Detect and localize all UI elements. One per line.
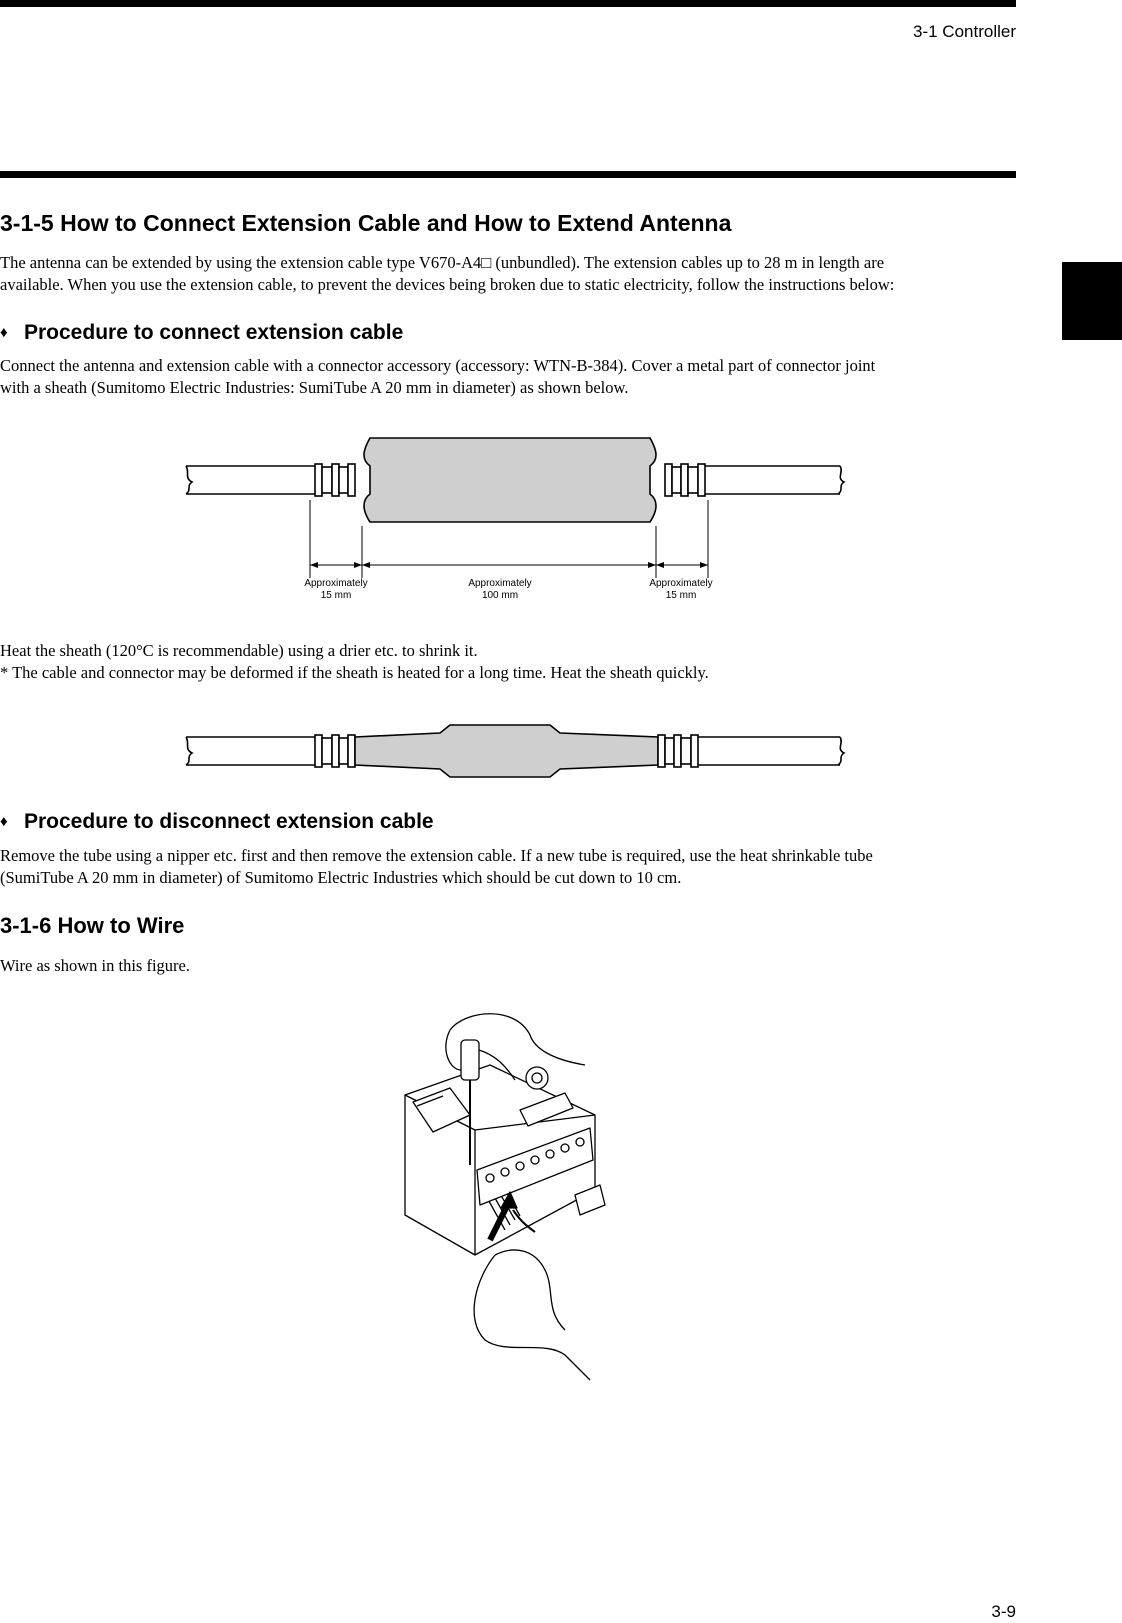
top-rule [0,0,1016,7]
right-connector-ring [698,464,705,496]
section-315-title: 3-1-5 How to Connect Extension Cable and How to Extend Antenna [0,210,732,236]
sheath-figure [180,430,850,610]
right-connector-ring [658,735,665,767]
chapter-tab [1062,262,1122,340]
intro-line-2: available. When you use the extension cable, to prevent the devices being broken due to static electricity, follow the instructions below: [0,275,895,294]
lower-hand [474,1250,590,1380]
left-connector-ring [348,464,355,496]
page-number: 3-9 [991,1602,1016,1621]
screwdriver-handle [461,1040,479,1080]
left-cable [186,466,315,494]
right-connector-body [672,467,681,493]
rotary-dial-icon [526,1067,548,1089]
right-connector-ring [681,464,688,496]
left-connector-body [339,738,348,764]
heat-line-2: * The cable and connector may be deformed if the sheath is heated for a long time. Heat the sheath quickly. [0,663,709,682]
shrunk-sheath [355,725,658,777]
running-header: 3-1 Controller [913,22,1016,41]
right-cable-end [838,466,844,494]
left-connector-ring [315,464,322,496]
left-dimension-label-2: 15 mm [320,590,352,601]
center-dimension-label-2: 100 mm [481,590,519,601]
left-cable-end [186,737,192,765]
diamond-bullet-icon: ♦ [0,813,8,830]
sheath [364,438,656,522]
right-dimension-label-1: Approximately [649,578,713,589]
left-dimension-label-1: Approximately [304,578,368,589]
disconnect-heading [0,810,434,834]
left-connector-body [322,738,332,764]
heat-paragraph [0,640,1020,684]
left-cable [186,737,315,765]
section-316-title: 3-1-6 How to Wire [0,913,185,938]
left-cable-end [186,466,192,494]
wire-line-1: Wire as shown in this figure. [0,956,190,975]
disconnect-line-2: (SumiTube A 20 mm in diameter) of Sumitomo Electric Industries which should be cut down to 10 cm. [0,868,682,887]
connect-line-2: with a sheath (Sumitomo Electric Industries: SumiTube A 20 mm in diameter) as shown below. [0,378,629,397]
right-connector-ring [691,735,698,767]
right-connector-body [681,738,691,764]
right-connector-body [688,467,698,493]
heat-line-1: Heat the sheath (120°C is recommendable) using a drier etc. to shrink it. [0,641,478,660]
left-connector-ring [332,735,339,767]
disconnect-paragraph [0,845,1020,889]
left-connector-ring [332,464,339,496]
right-cable [698,737,840,765]
diamond-bullet-icon: ♦ [0,324,8,341]
right-connector-ring [674,735,681,767]
left-connector-body [322,467,332,493]
disconnect-heading-text: Procedure to disconnect extension cable [24,810,434,833]
header-rule [0,171,1016,178]
left-connector-ring [315,735,322,767]
wiring-illustration [395,1010,625,1385]
right-connector-ring [665,464,672,496]
left-connector-ring [348,735,355,767]
connect-heading [0,321,403,345]
right-cable-end [838,737,844,765]
right-connector-body [665,738,674,764]
connect-heading-text: Procedure to connect extension cable [24,321,404,344]
connect-paragraph [0,355,1020,399]
shrunk-sheath-figure [180,715,850,785]
section-315-intro [0,252,1020,296]
intro-line-1: The antenna can be extended by using the extension cable type V670-A4□ (unbundled). The extension cables up to 28 m in length are [0,253,885,272]
connect-line-1: Connect the antenna and extension cable with a connector accessory (accessory: WTN-B-384). Cover a metal part of connector joint [0,356,876,375]
right-cable [705,466,840,494]
center-dimension-label-1: Approximately [468,578,532,589]
left-connector-body [339,467,348,493]
right-dimension-label-2: 15 mm [665,590,697,601]
disconnect-line-1: Remove the tube using a nipper etc. first and then remove the extension cable. If a new tube is required, use the heat shrinkable tube [0,846,873,865]
wire-paragraph [0,955,1020,977]
